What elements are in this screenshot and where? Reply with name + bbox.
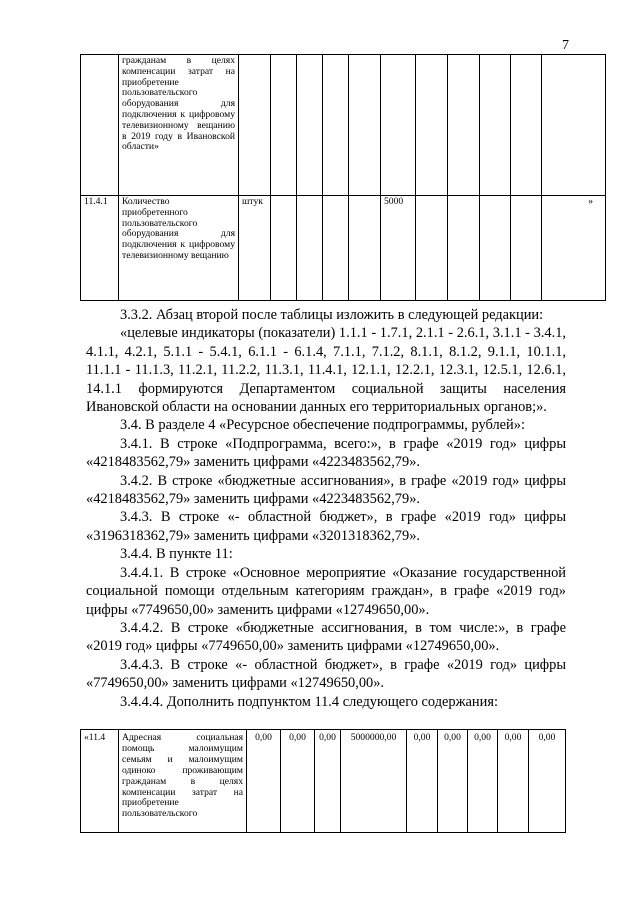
value-cell: 0,00 [468, 730, 498, 833]
table-row [81, 730, 566, 833]
indicator-name: Количество приобретенного пользовательского оборудования для подключения к цифровому телевизионному вещанию [119, 196, 239, 301]
value-cell [416, 55, 448, 196]
value-cell: 5000000,00 [341, 730, 407, 833]
paragraph: 3.4.2. В строке «бюджетные ассигнования», в графе «2019 год» цифры «4218483562,79» заменить цифрами «4223483562,79». [86, 472, 566, 508]
value-cell [271, 196, 297, 301]
value-cell: » [542, 196, 606, 301]
value-cell [511, 55, 542, 196]
value-cell [448, 55, 480, 196]
value-cell: 0,00 [281, 730, 315, 833]
value-cell [381, 55, 416, 196]
paragraph: 3.4.3. В строке «- областной бюджет», в графе «2019 год» цифры «3196318362,79» заменить цифрами «3201318362,79». [86, 509, 566, 544]
paragraph: 3.4.4. В пункте 11: [120, 546, 233, 563]
value-cell [271, 55, 297, 196]
value-cell: 0,00 [498, 730, 529, 833]
indicator-name: гражданам в целях компенсации затрат на приобретение пользовательского оборудования для подключения к цифровому телевизионному вещанию в 2019 году в Ивановской области» [119, 55, 239, 196]
table-row [81, 196, 606, 301]
value-cell: 5000 [381, 196, 416, 301]
unit-cell: штук [239, 196, 271, 301]
paragraph: 3.4.4.2. В строке «бюджетные ассигнования, в том числе:», в графе «2019 год» цифры «7749650,00» заменить цифрами «12749650,00». [86, 619, 566, 655]
row-number: «11.4 [81, 730, 119, 833]
paragraph: 3.4.4.1. В строке «Основное мероприятие «Оказание государственной социальной помощи отдельным категориям граждан», в графе «2019 год» цифры «7749650,00» заменить цифрами «12749650,00». [86, 564, 566, 618]
value-cell [349, 196, 381, 301]
value-cell: 0,00 [247, 730, 281, 833]
paragraph: 3.4.1. В строке «Подпрограмма, всего:», в графе «2019 год» цифры «4218483562,79» заменить цифрами «4223483562,79». [86, 435, 566, 471]
value-cell [542, 55, 606, 196]
value-cell [323, 196, 349, 301]
measure-name: Адресная социальная помощь малоимущим семьям и малоимущим одиноко проживающим гражданам в целях компенсации затрат на приобретение пользовательского [119, 730, 247, 833]
page-number: 7 [562, 38, 569, 53]
row-number [81, 55, 119, 196]
value-cell [416, 196, 448, 301]
paragraph: 3.4.4.4. Дополнить подпунктом 11.4 следующего содержания: [120, 693, 498, 710]
unit-cell [239, 55, 271, 196]
table-row [81, 55, 606, 196]
value-cell [480, 196, 511, 301]
paragraph: 3.4.4.3. В строке «- областной бюджет», в графе «2019 год» цифры «7749650,00» заменить цифрами «12749650,00». [86, 656, 566, 692]
body-text [86, 306, 566, 711]
value-cell: 0,00 [315, 730, 341, 833]
value-cell [349, 55, 381, 196]
value-cell [448, 196, 480, 301]
value-cell: 0,00 [438, 730, 468, 833]
paragraph: 3.3.2. Абзац второй после таблицы изложить в следующей редакции: [120, 307, 544, 323]
value-cell: 0,00 [529, 730, 566, 833]
row-number: 11.4.1 [81, 196, 119, 301]
value-cell [323, 55, 349, 196]
resource-table [80, 729, 566, 833]
paragraph: «целевые индикаторы (показатели) 1.1.1 - 1.7.1, 2.1.1 - 2.6.1, 3.1.1 - 3.4.1, 4.1.1, 4.2.1, 5.1.1 - 5.4.1, 6.1.1 - 6.1.4, 7.1.1, 7.1.2, 8.1.1, 8.1.2, 9.1.1, 10.1.1, 11.1.1 - 11.1.3, 11.2.1, 11.2.2, 11.3.1, 11.4.1, 12.1.1, 12.2.1, 12.3.1, 12.5.1, 12.6.1, 14.1.1 формируются Департаментом социальной защиты населения Ивановской области на основании данных его территориальных органов;». [86, 325, 566, 416]
paragraph: 3.4. В разделе 4 «Ресурсное обеспечение подпрограммы, рублей»: [120, 417, 525, 434]
indicators-table [80, 54, 606, 301]
value-cell [297, 55, 323, 196]
value-cell: 0,00 [407, 730, 438, 833]
value-cell [480, 55, 511, 196]
value-cell [297, 196, 323, 301]
value-cell [511, 196, 542, 301]
